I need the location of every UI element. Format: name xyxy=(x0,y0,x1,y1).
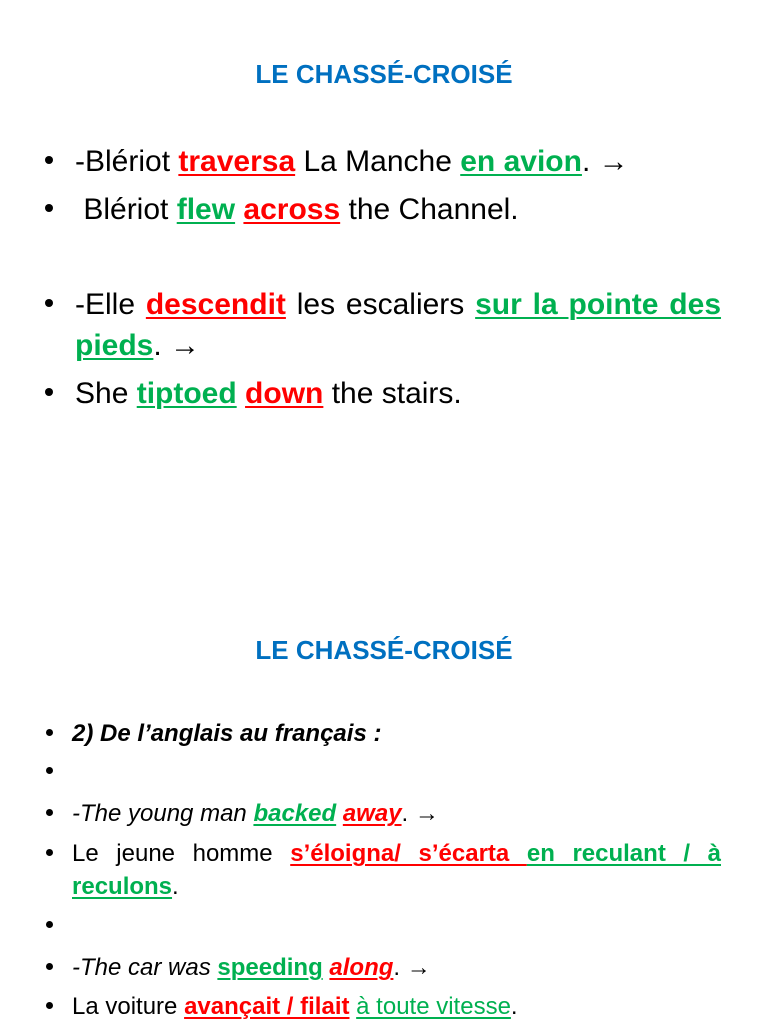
bullet-marker xyxy=(46,963,53,970)
bullet-text xyxy=(72,990,721,1023)
slide-title: LE CHASSÉ-CROISÉ xyxy=(255,635,513,665)
green-highlight: en reculant / à reculons xyxy=(72,840,721,900)
plain-text: . xyxy=(510,993,518,1020)
bullet-text xyxy=(72,717,721,750)
bullet-marker xyxy=(46,729,53,736)
bullet-marker xyxy=(46,767,53,774)
bullet-marker xyxy=(46,849,53,856)
red-highlight: descendit xyxy=(145,288,286,321)
section-heading: 2) De l’anglais au français : xyxy=(72,720,382,747)
green-highlight: sur la pointe des pieds xyxy=(75,288,722,362)
red-highlight: down xyxy=(245,377,324,410)
plain-text: -Blériot xyxy=(75,145,179,178)
plain-text: La voiture xyxy=(72,993,185,1020)
plain-text: La Manche xyxy=(295,145,461,178)
plain-text: . → xyxy=(401,800,439,827)
plain-text: the stairs. xyxy=(323,377,462,410)
slide-title: LE CHASSÉ-CROISÉ xyxy=(255,59,513,89)
green-highlight: flew xyxy=(176,193,236,226)
plain-text: . xyxy=(172,873,179,900)
green-highlight: speeding xyxy=(217,954,323,981)
bullet-marker xyxy=(46,921,53,928)
plain-text: -Elle xyxy=(75,288,146,321)
red-highlight: along xyxy=(329,954,394,981)
plain-text: . → xyxy=(581,145,629,178)
red-highlight: s’éloigna/ s’écarta xyxy=(290,840,527,867)
plain-text: -The car was xyxy=(72,954,218,981)
plain-text: the Channel. xyxy=(340,193,519,226)
bullet-text xyxy=(72,951,721,984)
red-highlight: traversa xyxy=(178,145,296,178)
green-highlight: à toute vitesse xyxy=(356,993,511,1020)
red-highlight: across xyxy=(243,193,341,226)
bullet-text xyxy=(72,837,721,903)
bullet-marker xyxy=(46,809,53,816)
green-highlight: en avion xyxy=(460,145,582,178)
plain-text: -The young man xyxy=(72,800,254,827)
bullet-text xyxy=(72,797,721,830)
plain-text: . → xyxy=(153,329,201,362)
plain-text: Blériot xyxy=(75,193,177,226)
plain-text: . → xyxy=(393,954,431,981)
plain-text: Le jeune homme xyxy=(72,840,291,867)
red-highlight: avançait / filait xyxy=(184,993,350,1020)
green-highlight: backed xyxy=(253,800,337,827)
plain-text: les escaliers xyxy=(285,288,476,321)
plain-text xyxy=(336,800,343,827)
plain-text: She xyxy=(75,377,137,410)
bullet-marker xyxy=(46,1002,53,1009)
red-highlight: away xyxy=(342,800,402,827)
green-highlight: tiptoed xyxy=(136,377,237,410)
